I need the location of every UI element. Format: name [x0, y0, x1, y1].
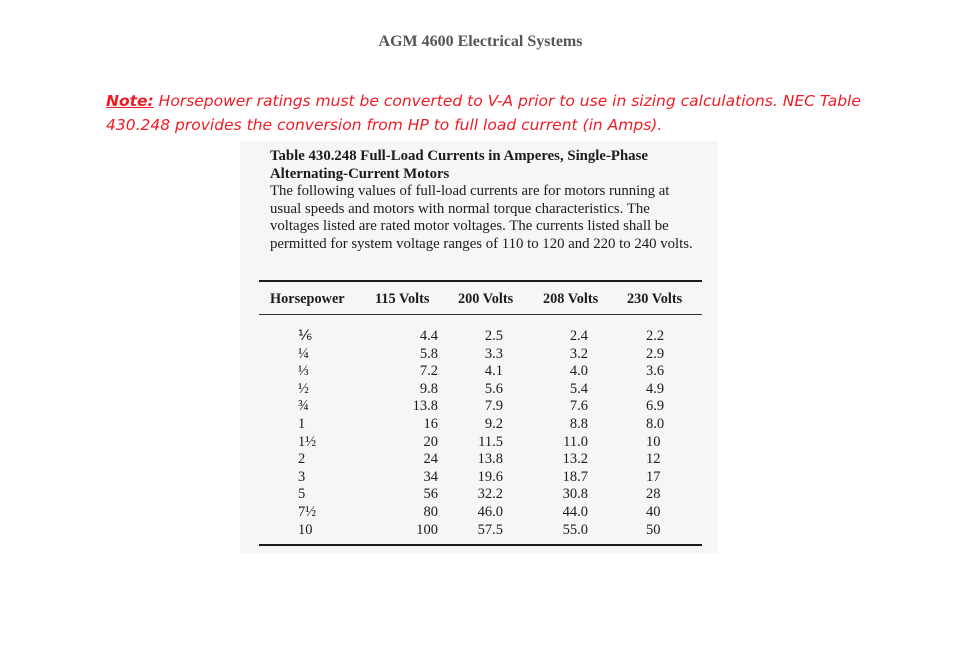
- 208-volts-column: [550, 328, 588, 539]
- cell-200-volts: 11.5: [478, 433, 503, 450]
- cell-230-volts: 10: [646, 433, 661, 450]
- cell-200-volts: 57.5: [477, 521, 503, 538]
- cell-230-volts: 50: [646, 521, 661, 538]
- 200-volts-column: [465, 328, 503, 539]
- note-paragraph: [106, 89, 866, 137]
- cell-230-volts: 40: [646, 503, 661, 520]
- cell-115-volts: 13.8: [412, 398, 438, 415]
- cell-230-volts: 6.9: [646, 398, 665, 415]
- cell-200-volts: 19.6: [477, 468, 503, 485]
- cell-horsepower: 10: [298, 521, 313, 538]
- cell-horsepower: ½: [298, 380, 309, 397]
- cell-115-volts: 7.2: [419, 363, 438, 380]
- cell-horsepower: 5: [298, 486, 306, 503]
- cell-horsepower: 3: [298, 468, 306, 485]
- cell-200-volts: 32.2: [477, 486, 503, 503]
- cell-200-volts: 46.0: [477, 503, 503, 520]
- table-header-rule: [259, 314, 702, 315]
- table-top-rule: [259, 280, 702, 282]
- cell-200-volts: 2.5: [484, 328, 503, 344]
- cell-200-volts: 4.1: [484, 363, 503, 380]
- cell-208-volts: 2.4: [569, 328, 588, 344]
- cell-230-volts: 12: [646, 451, 661, 468]
- cell-horsepower: ¼: [298, 345, 309, 362]
- cell-208-volts: 3.2: [569, 345, 588, 362]
- cell-115-volts: 80: [423, 503, 438, 520]
- cell-115-volts: 100: [416, 521, 438, 538]
- cell-230-volts: 28: [646, 486, 661, 503]
- cell-230-volts: 4.9: [646, 380, 665, 397]
- horsepower-column: [298, 328, 338, 539]
- cell-208-volts: 8.8: [569, 415, 588, 432]
- column-header-115-volts: 115 Volts: [375, 291, 430, 307]
- page-header-title: AGM 4600 Electrical Systems: [378, 33, 583, 50]
- cell-230-volts: 17: [646, 468, 661, 485]
- table-description: The following values of full-load currents are for motors running at usual speeds and motors with normal torque characteristics. The voltages listed are rated motor voltages. The currents listed shall be permitted for system voltage ranges of 110 to 120 and 220 to 240 volts.: [270, 183, 693, 252]
- cell-115-volts: 56: [423, 486, 438, 503]
- cell-208-volts: 44.0: [562, 503, 588, 520]
- note-text: Horsepower ratings must be converted to V-A prior to use in sizing calculations. NEC Table 430.248 provides the conversion from HP to full load current (in Amps).: [106, 92, 861, 134]
- column-header-horsepower: Horsepower: [270, 291, 345, 307]
- cell-115-volts: 5.8: [419, 345, 438, 362]
- cell-115-volts: 34: [423, 468, 438, 485]
- cell-208-volts: 5.4: [569, 380, 588, 397]
- cell-208-volts: 11.0: [563, 433, 588, 450]
- cell-230-volts: 3.6: [646, 363, 665, 380]
- table-bottom-rule: [259, 544, 702, 546]
- cell-horsepower: 7½: [298, 503, 317, 520]
- table-title: Table 430.248 Full-Load Currents in Amperes, Single-Phase Alternating-Current Motors: [270, 148, 648, 182]
- 230-volts-column: [646, 328, 686, 539]
- cell-208-volts: 13.2: [562, 451, 588, 468]
- cell-horsepower: 1½: [298, 433, 317, 450]
- cell-horsepower: ¾: [298, 398, 309, 415]
- cell-230-volts: 2.9: [646, 345, 665, 362]
- cell-230-volts: 8.0: [646, 415, 665, 432]
- cell-horsepower: 1: [298, 415, 306, 432]
- 115-volts-column: [380, 328, 438, 539]
- cell-horsepower: ⅙: [298, 328, 313, 344]
- cell-115-volts: 24: [423, 451, 438, 468]
- column-header-230-volts: 230 Volts: [627, 291, 683, 307]
- cell-208-volts: 18.7: [562, 468, 588, 485]
- cell-230-volts: 2.2: [646, 328, 665, 344]
- cell-horsepower: ⅓: [298, 363, 309, 380]
- cell-208-volts: 30.8: [562, 486, 588, 503]
- cell-115-volts: 20: [423, 433, 438, 450]
- cell-115-volts: 16: [423, 415, 438, 432]
- cell-200-volts: 5.6: [484, 380, 503, 397]
- cell-200-volts: 3.3: [484, 345, 503, 362]
- cell-208-volts: 55.0: [562, 521, 588, 538]
- column-header-200-volts: 200 Volts: [458, 291, 514, 307]
- cell-115-volts: 9.8: [419, 380, 438, 397]
- table-caption: [270, 148, 695, 254]
- cell-200-volts: 7.9: [484, 398, 503, 415]
- column-header-208-volts: 208 Volts: [543, 291, 599, 307]
- cell-horsepower: 2: [298, 451, 306, 468]
- cell-208-volts: 7.6: [569, 398, 588, 415]
- note-label: Note:: [106, 92, 154, 110]
- cell-200-volts: 9.2: [484, 415, 503, 432]
- cell-200-volts: 13.8: [477, 451, 503, 468]
- cell-115-volts: 4.4: [419, 328, 438, 344]
- cell-208-volts: 4.0: [569, 363, 588, 380]
